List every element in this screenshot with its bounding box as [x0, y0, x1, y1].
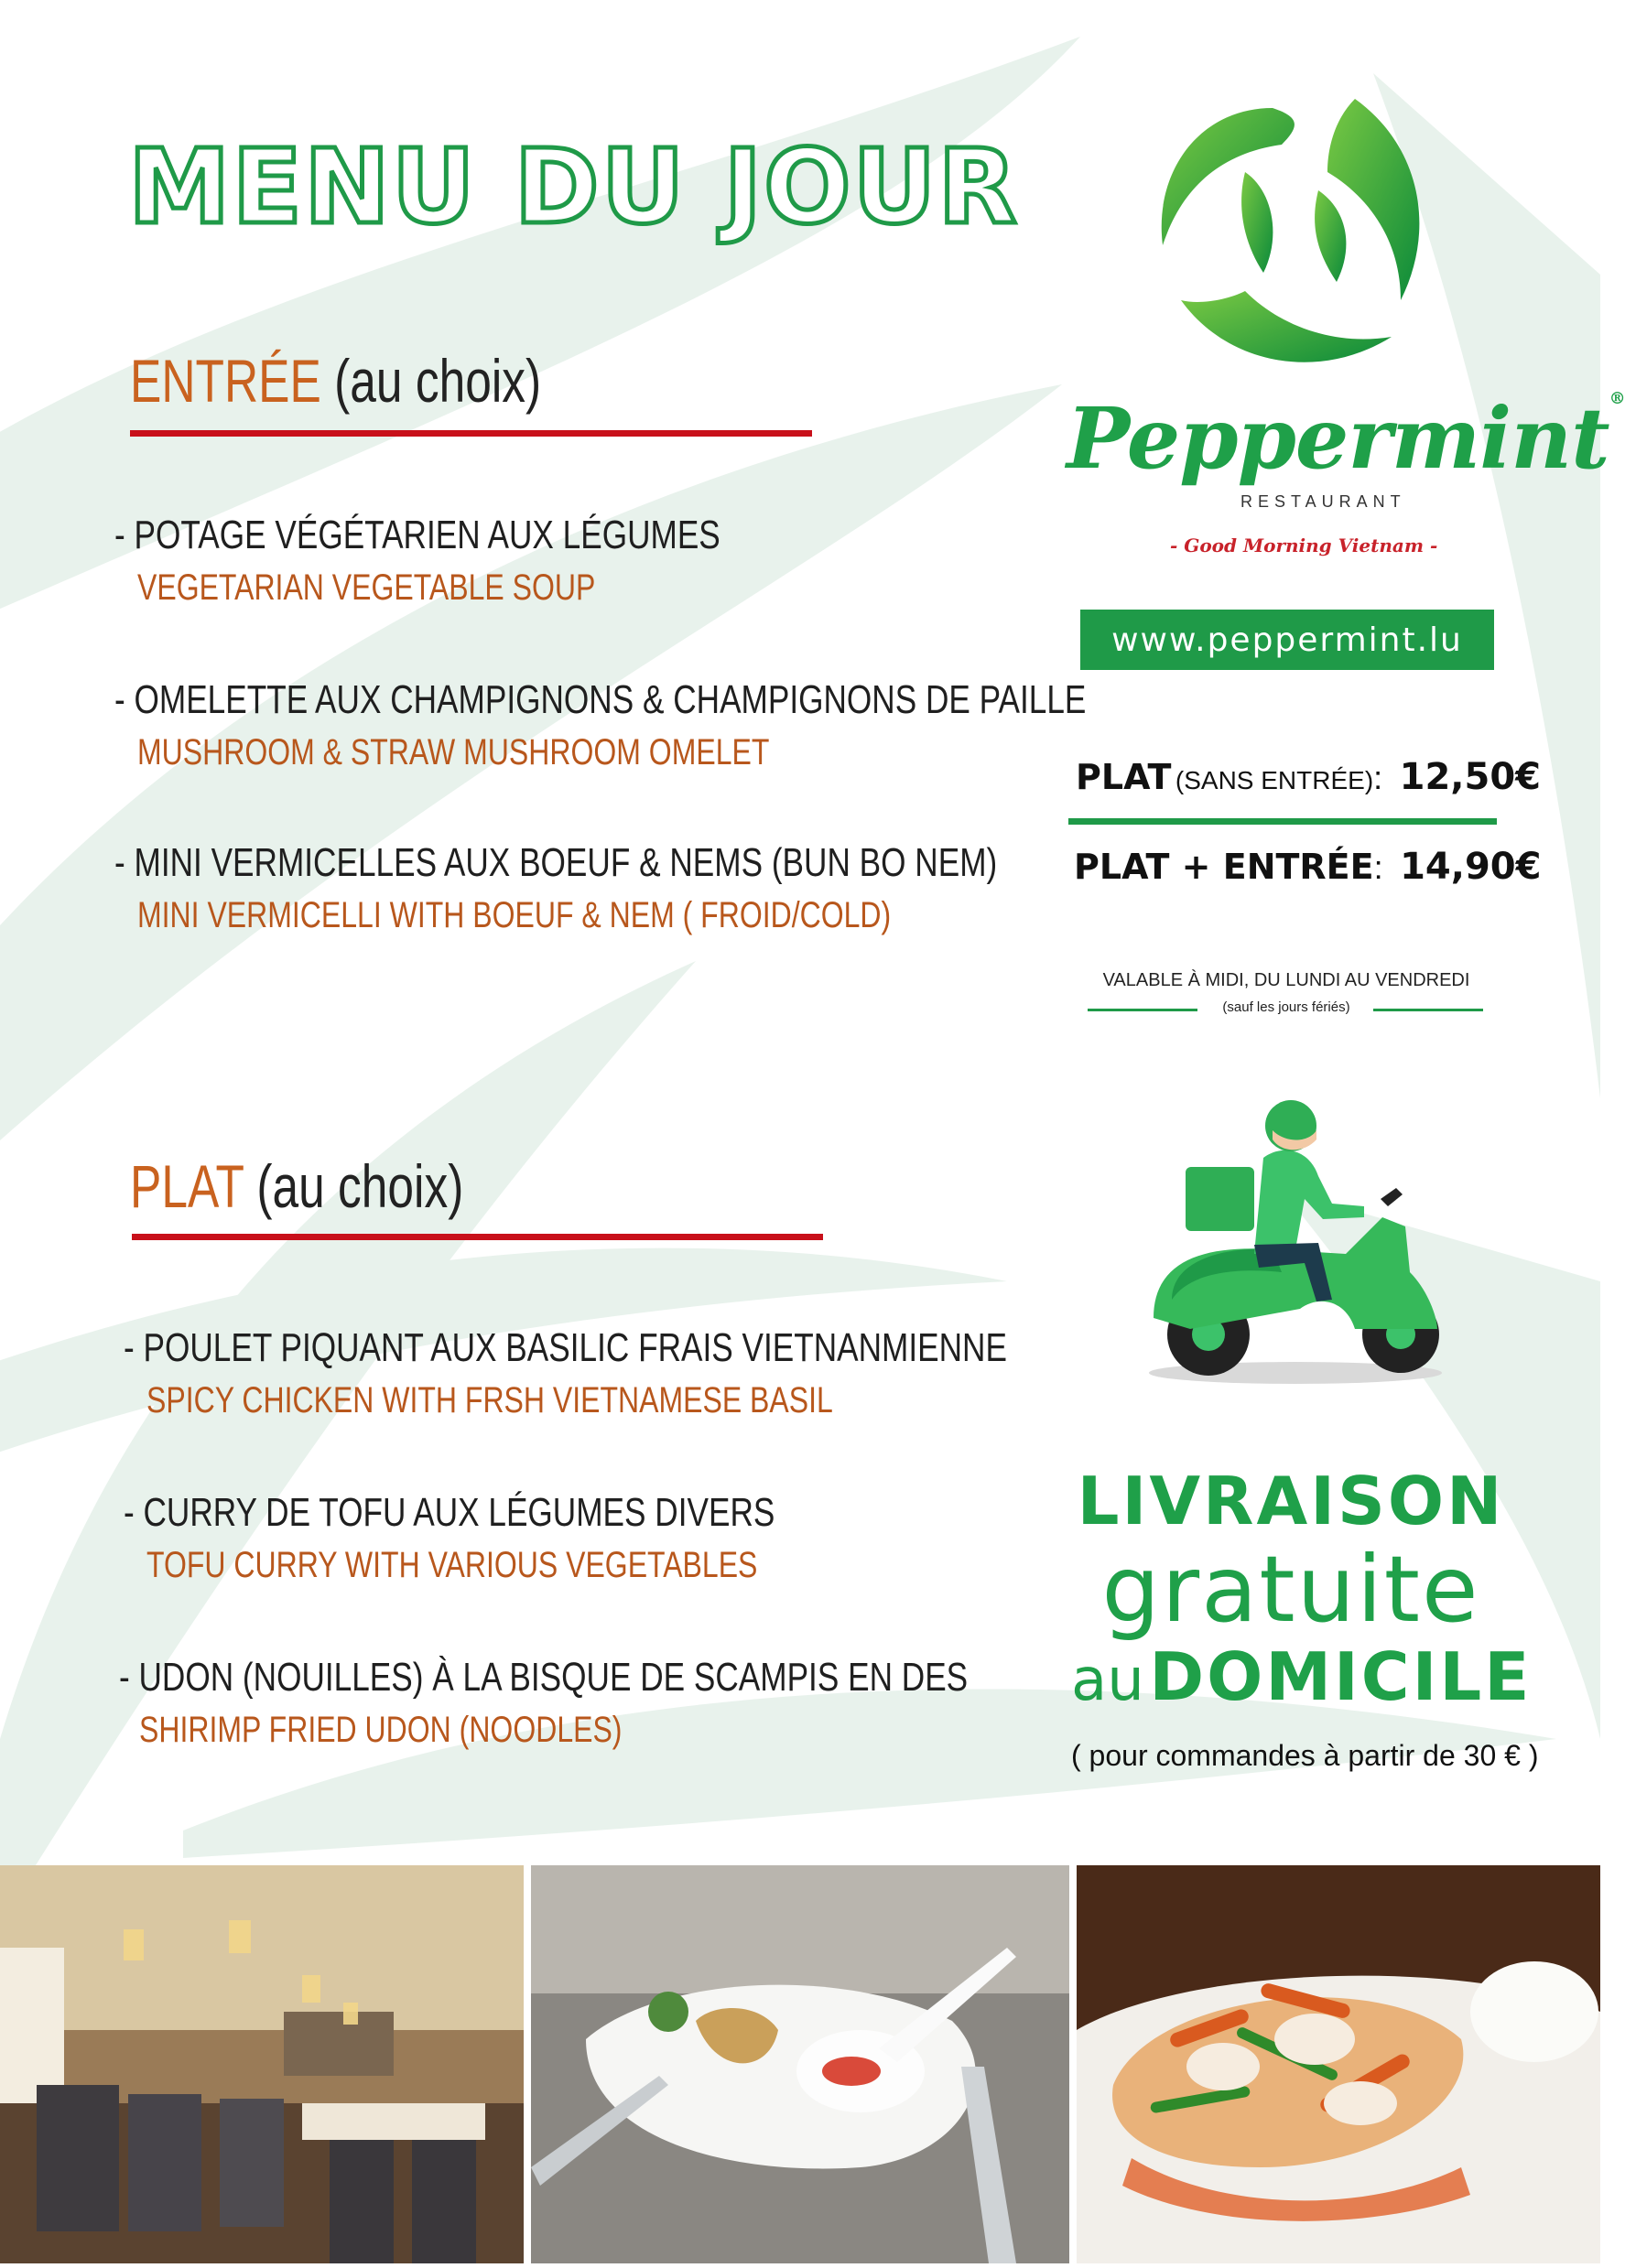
shrimp-dish-photo — [1077, 1865, 1600, 2263]
price-colon: : — [1373, 759, 1383, 796]
logo-name — [1067, 389, 1625, 488]
entree-item-fr: - POTAGE VÉGÉTARIEN AUX LÉGUMES — [114, 513, 720, 557]
plat-item-fr: - POULET PIQUANT AUX BASILIC FRAIS VIETNANMIENNE — [124, 1325, 1007, 1370]
delivery-line2: gratuite — [1101, 1536, 1480, 1643]
price-divider — [1068, 818, 1497, 825]
validity-text: VALABLE À MIDI, DU LUNDI AU VENDREDI — [1102, 970, 1470, 990]
plat-heading-label: PLAT — [130, 1152, 244, 1220]
price-note: (SANS ENTRÉE) — [1175, 766, 1374, 794]
plat-item-fr: - UDON (NOUILLES) À LA BISQUE DE SCAMPIS EN DES — [119, 1655, 969, 1700]
entree-item-en: MINI VERMICELLI WITH BOEUF & NEM ( FROID/COLD) — [137, 895, 892, 935]
registered-mark: ® — [1609, 389, 1625, 408]
entree-underline — [130, 430, 812, 437]
plat-item-fr: - CURRY DE TOFU AUX LÉGUMES DIVERS — [124, 1490, 775, 1535]
entree-heading-suffix: (au choix) — [334, 347, 542, 415]
entree-item-en: MUSHROOM & STRAW MUSHROOM OMELET — [137, 732, 770, 772]
validity-line-right — [1373, 1009, 1483, 1011]
delivery-line3 — [1071, 1638, 1533, 1715]
entree-item-fr: - OMELETTE AUX CHAMPIGNONS & CHAMPIGNONS DE PAILLE — [114, 677, 1087, 722]
logo-tagline: - Good Morning Vietnam - — [1170, 535, 1438, 556]
peppermint-logo-icon — [1144, 90, 1437, 383]
plat-item-en: TOFU CURRY WITH VARIOUS VEGETABLES — [146, 1545, 758, 1585]
price-label: PLAT + ENTRÉE — [1074, 847, 1374, 887]
price-amount: 14,90€ — [1400, 846, 1542, 888]
plat-underline — [132, 1234, 823, 1240]
entree-heading — [130, 346, 541, 416]
delivery-note: ( pour commandes à partir de 30 € ) — [1071, 1739, 1539, 1772]
entree-heading-label: ENTRÉE — [130, 347, 321, 415]
price-colon: : — [1373, 848, 1383, 886]
entree-item-fr: - MINI VERMICELLES AUX BOEUF & NEMS (BUN BO NEM) — [114, 840, 998, 885]
entree-item-en: VEGETARIAN VEGETABLE SOUP — [137, 567, 596, 608]
delivery-line3-big: DOMICILE — [1149, 1638, 1533, 1715]
appetizer-plate-photo — [531, 1865, 1069, 2263]
restaurant-interior-photo — [0, 1865, 524, 2263]
delivery-line1: LIVRAISON — [1077, 1463, 1505, 1539]
price-plat — [1076, 756, 1541, 798]
price-amount: 12,50€ — [1399, 756, 1541, 798]
validity-subtext: (sauf les jours fériés) — [1222, 999, 1350, 1015]
logo-subtitle: RESTAURANT — [1240, 492, 1406, 511]
plat-heading-suffix: (au choix) — [256, 1152, 464, 1220]
logo-name-text: Peppermint — [1067, 389, 1609, 488]
delivery-scooter-icon — [1135, 1089, 1456, 1391]
menu-title: MENU DU JOUR — [128, 128, 1019, 247]
delivery-line3-small: au — [1071, 1647, 1144, 1714]
plat-item-en: SPICY CHICKEN WITH FRSH VIETNAMESE BASIL — [146, 1380, 833, 1420]
website-link[interactable]: www.peppermint.lu — [1080, 610, 1494, 670]
price-plat-entree — [1074, 846, 1541, 888]
plat-item-en: SHIRIMP FRIED UDON (NOODLES) — [139, 1710, 623, 1750]
plat-heading — [130, 1151, 463, 1221]
price-label: PLAT — [1076, 757, 1172, 797]
